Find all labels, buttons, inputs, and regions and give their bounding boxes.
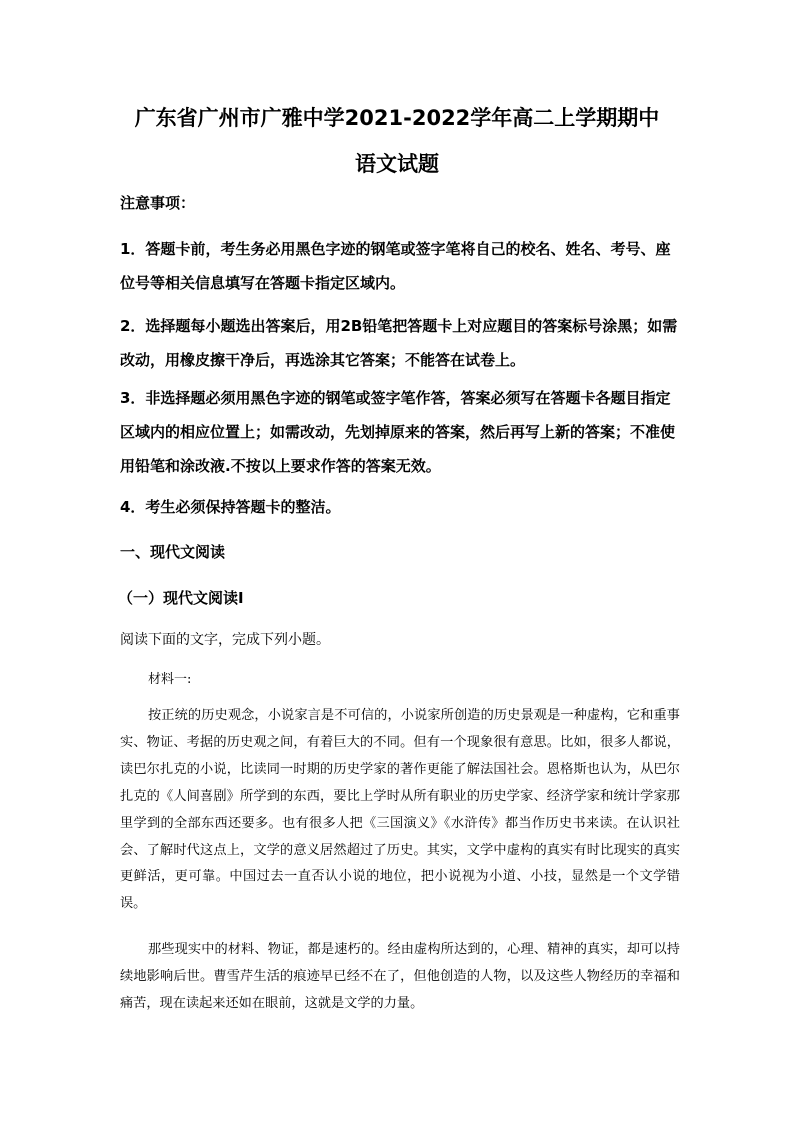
title-line-1: 广东省广州市广雅中学2021-2022学年高二上学期期中 [134,106,660,130]
notice-item-4: 4．考生必须保持答题卡的整洁。 [120,498,341,516]
subsection-heading: （一）现代文阅读Ⅰ [118,589,244,607]
material-label: 材料一: [148,672,192,687]
title-line-2: 语文试题 [355,152,439,176]
exam-title [0,95,794,187]
section-heading: 一、现代文阅读 [120,543,226,561]
notice-item-3: 3．非选择题必须用黑色字迹的钢笔或签字笔作答，答案必须写在答题卡各题目指定区域内的相应位置上；如需改动，先划掉原来的答案，然后再写上新的答案；不准使用铅笔和涂改液.不按以上要求作答的答案无效。 [120,389,676,475]
notice-heading: 注意事项： [120,194,196,212]
reading-instruction: 阅读下面的文字，完成下列小题。 [120,632,330,648]
notice-item-2: 2．选择题每小题选出答案后，用2B铅笔把答题卡上对应题目的答案标号涂黑；如需改动，用橡皮擦干净后，再选涂其它答案；不能答在试卷上。 [120,317,678,369]
material-paragraph-2: 那些现实中的材料、物证，都是速朽的。经由虚构所达到的，心理、精神的真实，却可以持续地影响后世。曹雪芹生活的痕迹早已经不在了，但他创造的人物，以及这些人物经历的幸福和痛苦，现在读起来还如在眼前，这就是文学的力量。 [120,942,680,1011]
notice-item-1: 1．答题卡前，考生务必用黑色字迹的钢笔或签字笔将自己的校名、姓名、考号、座位号等相关信息填写在答题卡指定区域内。 [120,240,671,292]
material-paragraph-1: 按正统的历史观念，小说家言是不可信的，小说家所创造的历史景观是一种虚构，它和重事实、物证、考据的历史观之间，有着巨大的不同。但有一个现象很有意思。比如，很多人都说，读巴尔扎克的小说，比读同一时期的历史学家的著作更能了解法国社会。恩格斯也认为，从巴尔扎克的《人间喜剧》所学到的东西，要比上学时从所有职业的历史学家、经济学家和统计学家那里学到的全部东西还要多。也有很多人把《三国演义》《水浒传》都当作历史书来读。在认识社会、了解时代这点上，文学的意义居然超过了历史。其实，文学中虚构的真实有时比现实的真实更鲜活，更可靠。中国过去一直否认小说的地位，把小说视为小道、小技，显然是一个文学错误。 [120,708,680,912]
